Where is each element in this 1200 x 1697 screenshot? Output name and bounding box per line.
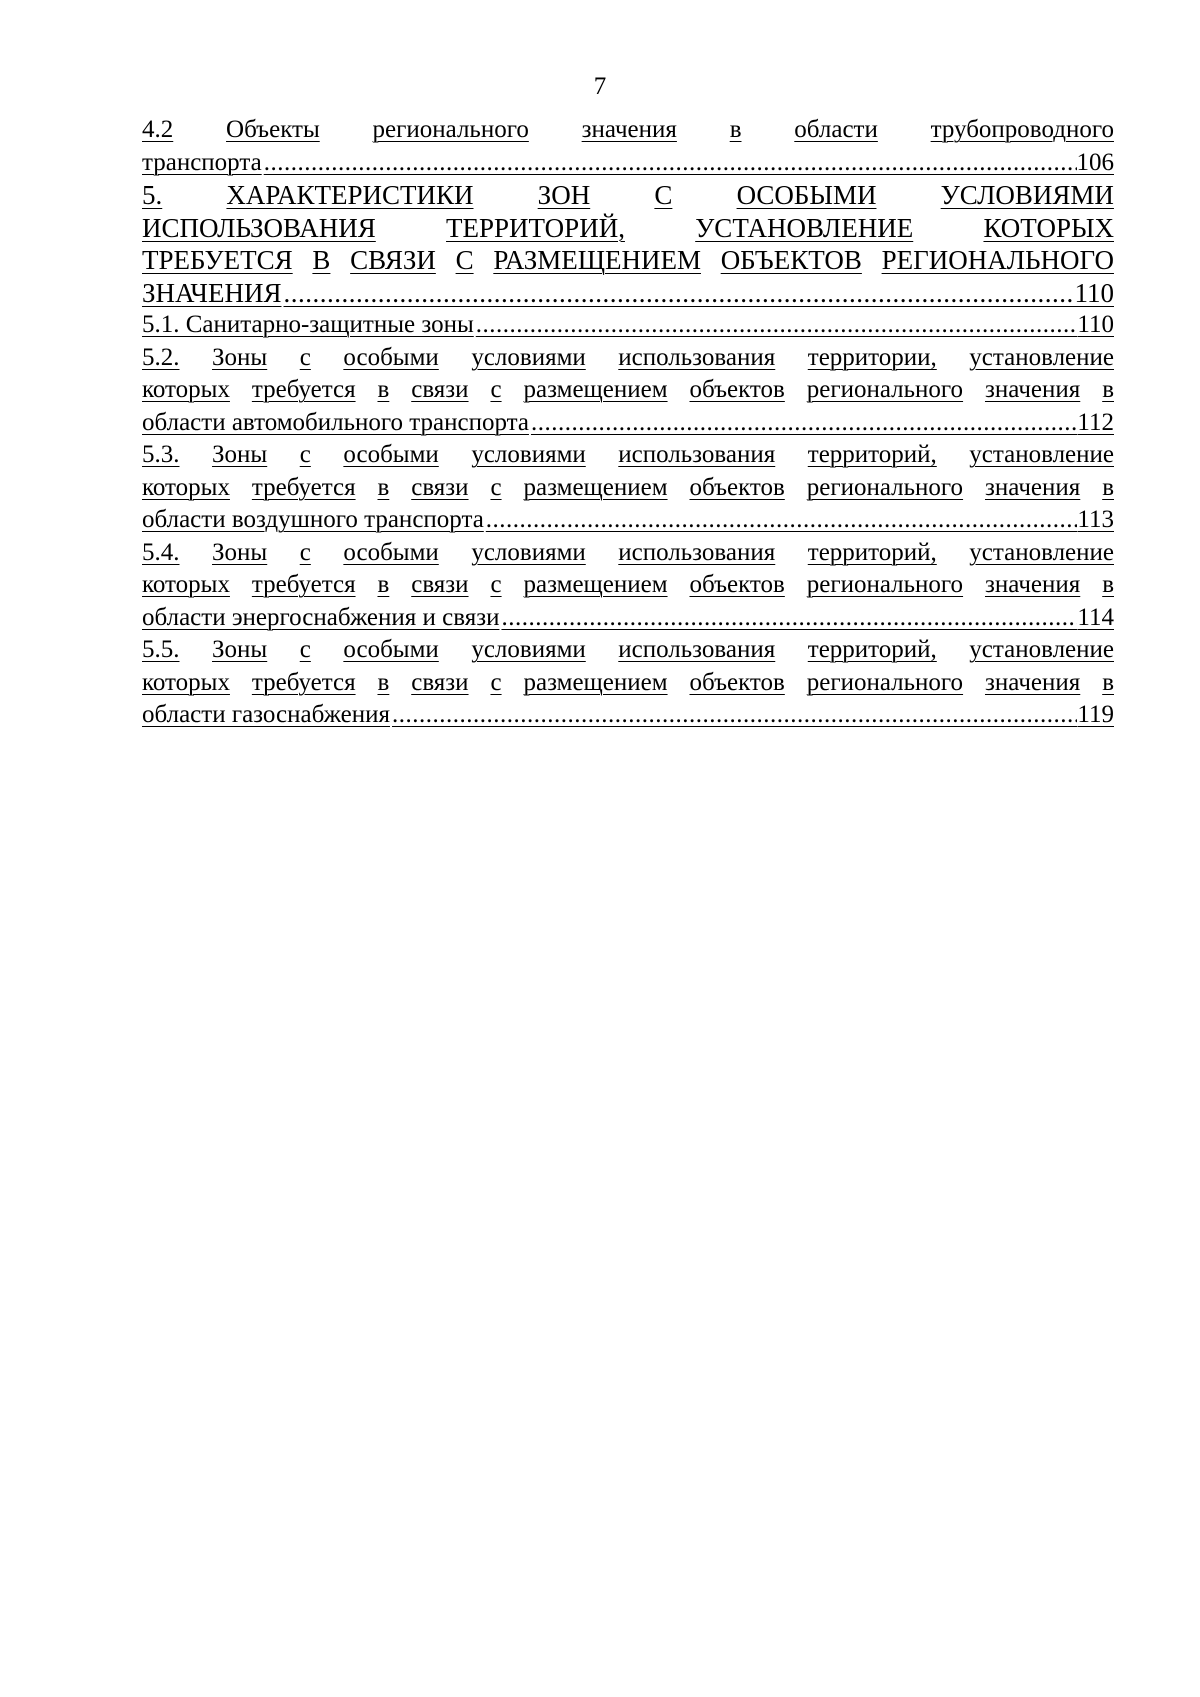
toc-word: 5.2. bbox=[142, 343, 180, 371]
toc-page-number: 106 bbox=[1076, 148, 1114, 176]
toc-word: объектов bbox=[689, 376, 785, 403]
toc-entry-last-line bbox=[142, 504, 1114, 537]
toc-word: с bbox=[299, 538, 311, 566]
toc-word: которых bbox=[142, 376, 230, 403]
toc-word: связи bbox=[411, 473, 469, 501]
toc-entry-title: 5.1. Санитарно-защитные зоны bbox=[142, 311, 474, 338]
toc-page-number: 113 bbox=[1077, 506, 1114, 533]
toc-word: регионального bbox=[806, 571, 964, 598]
toc-word: использования bbox=[618, 538, 776, 566]
toc-word: ХАРАКТЕРИСТИКИ bbox=[226, 180, 474, 210]
toc-word: использования bbox=[618, 636, 776, 663]
toc-word: объектов bbox=[689, 571, 785, 598]
toc-word: в bbox=[1102, 668, 1114, 696]
toc-word: трубопроводного bbox=[930, 116, 1114, 143]
toc-word: значения bbox=[581, 116, 677, 143]
toc-word: территории, bbox=[807, 343, 937, 371]
toc-word: с bbox=[299, 441, 311, 468]
toc-word: регионального bbox=[372, 116, 529, 143]
toc-word: РАЗМЕЩЕНИЕМ bbox=[493, 245, 701, 275]
toc-word: особыми bbox=[343, 343, 439, 371]
toc-word: регионального bbox=[806, 376, 964, 403]
toc-entry-line bbox=[142, 244, 1114, 277]
dot-leader bbox=[499, 602, 1077, 635]
toc-word: условиями bbox=[471, 441, 586, 468]
toc-word: с bbox=[490, 668, 502, 696]
toc-page-number: 119 bbox=[1077, 701, 1114, 728]
toc-word: с bbox=[490, 571, 502, 598]
toc-word: Зоны bbox=[212, 636, 268, 663]
toc-word: значения bbox=[984, 571, 1081, 598]
toc-word: ЗОН bbox=[537, 180, 591, 210]
toc-entry-last-line bbox=[142, 407, 1114, 440]
table-of-contents bbox=[142, 114, 1114, 732]
toc-entry-line bbox=[142, 374, 1114, 407]
toc-word: 4.2 bbox=[142, 116, 174, 143]
toc-word: установление bbox=[969, 538, 1114, 566]
toc-word: значения bbox=[984, 668, 1081, 696]
toc-entry-title: области автомобильного транспорта bbox=[142, 408, 529, 436]
toc-word: Зоны bbox=[212, 343, 268, 371]
toc-word: в bbox=[1102, 571, 1114, 598]
toc-word: связи bbox=[411, 668, 469, 696]
toc-word: условиями bbox=[471, 538, 586, 566]
toc-entry[interactable] bbox=[142, 114, 1114, 179]
dot-leader bbox=[262, 147, 1077, 180]
toc-word: объектов bbox=[689, 668, 785, 696]
toc-word: ОБЪЕКТОВ bbox=[720, 245, 862, 275]
toc-entry[interactable] bbox=[142, 342, 1114, 440]
toc-entry-last-line bbox=[142, 602, 1114, 635]
toc-entry-line bbox=[142, 212, 1114, 245]
toc-word: установление bbox=[969, 343, 1114, 371]
toc-page-number: 110 bbox=[1074, 277, 1114, 308]
toc-word: РЕГИОНАЛЬНОГО bbox=[881, 245, 1114, 275]
toc-word: в bbox=[1102, 473, 1114, 501]
toc-word: условиями bbox=[471, 636, 586, 663]
toc-word: условиями bbox=[471, 343, 586, 371]
toc-entry-title: области воздушного транспорта bbox=[142, 506, 484, 533]
toc-word: в bbox=[377, 571, 390, 598]
toc-word: которых bbox=[142, 473, 230, 501]
toc-word: значения bbox=[984, 376, 1081, 403]
toc-word: требуется bbox=[251, 376, 356, 403]
toc-word: в bbox=[377, 668, 390, 696]
toc-word: Объекты bbox=[226, 116, 320, 143]
dot-leader bbox=[484, 504, 1078, 537]
toc-word: в bbox=[377, 473, 390, 501]
toc-word: с bbox=[490, 376, 502, 403]
toc-word: в bbox=[729, 116, 742, 143]
toc-word: которых bbox=[142, 571, 230, 598]
toc-word: УСТАНОВЛЕНИЕ bbox=[695, 212, 914, 243]
toc-word: территорий, bbox=[807, 636, 937, 663]
toc-entry[interactable] bbox=[142, 634, 1114, 732]
toc-word: в bbox=[377, 376, 390, 403]
toc-entry-title: области энергоснабжения и связи bbox=[142, 603, 500, 631]
toc-word: 5.3. bbox=[142, 441, 180, 468]
dot-leader bbox=[474, 309, 1078, 342]
toc-word: требуется bbox=[251, 473, 356, 501]
toc-word: ТРЕБУЕТСЯ bbox=[142, 245, 293, 275]
toc-word: требуется bbox=[251, 668, 356, 696]
toc-entry-last-line bbox=[142, 699, 1114, 732]
toc-entry-title: области газоснабжения bbox=[142, 701, 390, 728]
toc-entry-line bbox=[142, 342, 1114, 375]
toc-page-number: 114 bbox=[1077, 603, 1114, 631]
toc-entry-line bbox=[142, 667, 1114, 700]
toc-word: регионального bbox=[806, 668, 964, 696]
toc-word: УСЛОВИЯМИ bbox=[940, 180, 1114, 210]
toc-page-number: 112 bbox=[1077, 408, 1114, 436]
toc-word: использования bbox=[618, 441, 776, 468]
toc-entry-line bbox=[142, 569, 1114, 602]
toc-word: особыми bbox=[343, 441, 439, 468]
toc-word: в bbox=[1102, 376, 1114, 403]
toc-entry-line bbox=[142, 634, 1114, 667]
toc-entry-last-line bbox=[142, 277, 1114, 310]
toc-word: С bbox=[455, 245, 474, 275]
toc-word: с bbox=[299, 343, 311, 371]
toc-word: связи bbox=[411, 571, 469, 598]
toc-word: использования bbox=[618, 343, 776, 371]
toc-entry-line bbox=[142, 439, 1114, 472]
toc-word: С bbox=[654, 180, 673, 210]
toc-word: связи bbox=[411, 376, 469, 403]
toc-entry-line bbox=[142, 472, 1114, 505]
toc-word: размещением bbox=[523, 571, 668, 598]
toc-entry[interactable] bbox=[142, 537, 1114, 635]
toc-entry-line bbox=[142, 114, 1114, 147]
toc-word: требуется bbox=[251, 571, 356, 598]
toc-word: области bbox=[794, 116, 878, 143]
toc-word: значения bbox=[984, 473, 1081, 501]
toc-word: объектов bbox=[689, 473, 785, 501]
toc-entry-title: транспорта bbox=[142, 148, 262, 176]
toc-word: регионального bbox=[806, 473, 964, 501]
toc-entry-line bbox=[142, 537, 1114, 570]
toc-word: В bbox=[312, 245, 331, 275]
toc-page-number: 110 bbox=[1077, 311, 1114, 338]
toc-word: особыми bbox=[343, 538, 439, 566]
page-number: 7 bbox=[593, 73, 607, 100]
toc-word: размещением bbox=[523, 376, 668, 403]
toc-entry-line bbox=[142, 179, 1114, 212]
toc-word: размещением bbox=[523, 473, 668, 501]
toc-word: с bbox=[490, 473, 502, 501]
toc-word: Зоны bbox=[212, 441, 268, 468]
toc-entry-last-line bbox=[142, 309, 1114, 342]
toc-word: ИСПОЛЬЗОВАНИЯ bbox=[142, 212, 376, 243]
toc-word: особыми bbox=[343, 636, 439, 663]
toc-word: территорий, bbox=[807, 441, 937, 468]
toc-word: территорий, bbox=[807, 538, 937, 566]
toc-word: 5.4. bbox=[142, 538, 180, 566]
toc-word: Зоны bbox=[212, 538, 268, 566]
dot-leader bbox=[390, 699, 1077, 732]
toc-entry-last-line bbox=[142, 147, 1114, 180]
toc-word: ТЕРРИТОРИЙ, bbox=[446, 212, 625, 243]
toc-word: ОСОБЫМИ bbox=[736, 180, 877, 210]
dot-leader bbox=[529, 407, 1077, 440]
dot-leader bbox=[281, 277, 1074, 310]
toc-entry[interactable] bbox=[142, 309, 1114, 342]
toc-word: установление bbox=[969, 441, 1114, 468]
toc-entry-title: ЗНАЧЕНИЯ bbox=[142, 277, 282, 308]
toc-word: которых bbox=[142, 668, 230, 696]
toc-entry[interactable] bbox=[142, 439, 1114, 537]
toc-word: СВЯЗИ bbox=[350, 245, 436, 275]
toc-word: КОТОРЫХ bbox=[983, 212, 1114, 243]
toc-word: 5. bbox=[142, 180, 163, 210]
toc-entry[interactable] bbox=[142, 179, 1114, 309]
toc-word: размещением bbox=[523, 668, 668, 696]
toc-word: 5.5. bbox=[142, 636, 180, 663]
toc-word: с bbox=[299, 636, 311, 663]
toc-word: установление bbox=[969, 636, 1114, 663]
